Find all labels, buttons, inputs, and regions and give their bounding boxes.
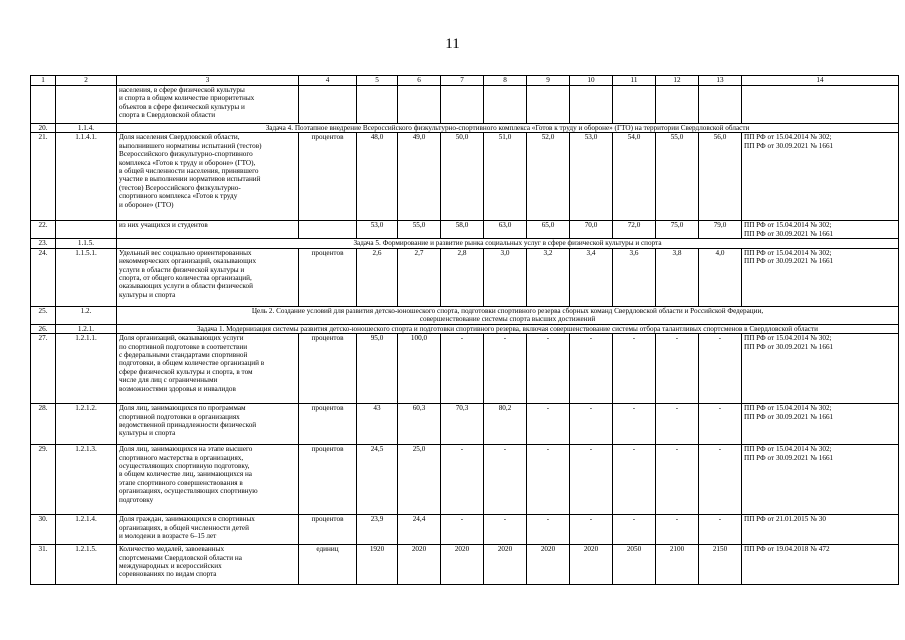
indicator-name-line: осуществляющих спортивную подготовку, <box>119 462 250 471</box>
indicator-name-line: организациях, осуществляющих спортивную <box>119 487 258 496</box>
indicator-name-cell <box>117 248 299 306</box>
column-header: 3 <box>117 76 299 86</box>
indicator-name-line: подготовки, в общем количестве организаций в <box>119 359 265 368</box>
task-heading: Задача 1. Модернизация системы развития детско-юношеского спорта и подготовки спортивного резерва, включая совершенствование системы отбора талантливых спортсменов в Свердловской области <box>117 324 899 333</box>
value-cell: - <box>613 334 656 404</box>
value-cell: 2020 <box>441 545 484 585</box>
value-cell: 60,3 <box>398 404 441 445</box>
value-cell: 72,0 <box>613 221 656 239</box>
value-cell: - <box>570 334 613 404</box>
value-cell: 25,0 <box>398 445 441 515</box>
value-cell: - <box>441 334 484 404</box>
indicator-name-line: культуры и спорта <box>119 429 176 438</box>
source-line: ПП РФ от 15.04.2014 № 302; <box>744 133 832 142</box>
value-cell: 3,2 <box>527 248 570 306</box>
column-header: 7 <box>441 76 484 86</box>
value-cell: - <box>699 334 742 404</box>
value-cell: 2,8 <box>441 248 484 306</box>
indicator-name-line: в общем количестве лиц, занимающихся на <box>119 470 252 479</box>
table-row <box>31 124 899 133</box>
value-cell: - <box>484 334 527 404</box>
value-cell: - <box>527 515 570 545</box>
source-line: ПП РФ от 15.04.2014 № 302; <box>744 445 832 454</box>
code-cell: 1.2. <box>56 306 117 324</box>
source-cell <box>742 133 899 221</box>
value-cell: 2050 <box>613 545 656 585</box>
value-cell: - <box>570 515 613 545</box>
source-line: ПП РФ от 30.09.2021 № 1661 <box>744 257 834 266</box>
table-row <box>31 306 899 324</box>
indicator-name-line: Доля лиц, занимающихся на этапе высшего <box>119 445 253 454</box>
unit-cell: процентов <box>299 445 357 515</box>
indicator-name-cell <box>117 404 299 445</box>
indicator-name-line: и молодежи в возрасте 6–15 лет <box>119 532 217 541</box>
row-number-cell: 24. <box>31 248 56 306</box>
empty-cell <box>357 86 398 124</box>
indicator-name-line: по спортивной подготовке в соответствии <box>119 342 248 351</box>
indicator-name-line: из них учащихся и студентов <box>119 221 208 230</box>
source-line: ПП РФ от 15.04.2014 № 302; <box>744 221 832 230</box>
value-cell: - <box>570 445 613 515</box>
table-row <box>31 324 899 333</box>
indicator-name-line: соревнованиях по видам спорта <box>119 570 217 579</box>
value-cell: 4,0 <box>699 248 742 306</box>
source-line: ПП РФ от 30.09.2021 № 1661 <box>744 453 834 462</box>
value-cell: 3,0 <box>484 248 527 306</box>
indicator-name-line: этапе спортивного совершенствования в <box>119 478 243 487</box>
value-cell: 70,0 <box>570 221 613 239</box>
indicator-name-line: организациях, в общей численности детей <box>119 523 249 532</box>
table-body <box>31 76 899 585</box>
indicator-name-cell <box>117 221 299 239</box>
value-cell: - <box>613 515 656 545</box>
source-cell <box>742 334 899 404</box>
column-header: 14 <box>742 76 899 86</box>
table-row <box>31 221 899 239</box>
column-header: 12 <box>656 76 699 86</box>
indicator-name-line: объектов в сфере физической культуры и <box>119 102 245 111</box>
value-cell: 24,5 <box>357 445 398 515</box>
value-cell: - <box>484 445 527 515</box>
value-cell: 1920 <box>357 545 398 585</box>
empty-cell <box>299 86 357 124</box>
indicator-name-cell <box>117 133 299 221</box>
value-cell: 58,0 <box>441 221 484 239</box>
code-cell: 1.1.5.1. <box>56 248 117 306</box>
unit-cell: процентов <box>299 248 357 306</box>
source-line: ПП РФ от 15.04.2014 № 302; <box>744 404 832 413</box>
indicator-name-line: Доля организаций, оказывающих услуги <box>119 334 244 343</box>
table-row <box>31 248 899 306</box>
indicator-name-line: подготовку <box>119 495 154 504</box>
code-cell: 1.2.1. <box>56 324 117 333</box>
code-cell: 1.2.1.4. <box>56 515 117 545</box>
code-cell: 1.2.1.1. <box>56 334 117 404</box>
value-cell: - <box>527 445 570 515</box>
goal-heading <box>117 306 899 324</box>
indicator-name-cell <box>117 445 299 515</box>
source-line: ПП РФ от 30.09.2021 № 1661 <box>744 342 834 351</box>
value-cell: - <box>441 515 484 545</box>
row-number-cell: 28. <box>31 404 56 445</box>
value-cell: 3,4 <box>570 248 613 306</box>
source-line: ПП РФ от 30.09.2021 № 1661 <box>744 141 834 150</box>
indicator-name-line: в общей численности населения, принявшего <box>119 167 259 176</box>
column-header: 9 <box>527 76 570 86</box>
row-number-cell: 26. <box>31 324 56 333</box>
code-cell: 1.2.1.5. <box>56 545 117 585</box>
row-number-cell: 29. <box>31 445 56 515</box>
indicator-name-line: с федеральными стандартами спортивной <box>119 351 248 360</box>
value-cell: 52,0 <box>527 133 570 221</box>
source-line: ПП РФ от 15.04.2014 № 302; <box>744 248 832 257</box>
indicator-name-line: Удельный вес социально ориентированных <box>119 248 252 257</box>
indicator-name-line: и обороне» (ГТО) <box>119 200 174 209</box>
row-number-cell: 21. <box>31 133 56 221</box>
value-cell: 63,0 <box>484 221 527 239</box>
value-cell: 75,0 <box>656 221 699 239</box>
column-header: 1 <box>31 76 56 86</box>
code-cell: 1.2.1.2. <box>56 404 117 445</box>
value-cell: - <box>656 334 699 404</box>
header-row <box>31 76 899 86</box>
row-number-cell: 20. <box>31 124 56 133</box>
source-line: ПП РФ от 30.09.2021 № 1661 <box>744 229 834 238</box>
indicator-name-line: спортивной подготовки в организациях <box>119 412 240 421</box>
indicator-name-line: оказывающих услуги в области физической <box>119 282 253 291</box>
value-cell: - <box>613 445 656 515</box>
empty-cell <box>742 86 899 124</box>
value-cell: - <box>484 515 527 545</box>
value-cell: 53,0 <box>570 133 613 221</box>
table-row <box>31 545 899 585</box>
indicator-name-line: (тестов) Всероссийского физкультурно- <box>119 183 241 192</box>
code-cell <box>56 221 117 239</box>
column-header: 13 <box>699 76 742 86</box>
value-cell: 50,0 <box>441 133 484 221</box>
source-line: ПП РФ от 21.01.2015 № 30 <box>744 515 826 524</box>
source-cell <box>742 404 899 445</box>
table-row <box>31 133 899 221</box>
indicators-table <box>30 75 899 585</box>
indicator-name-cell <box>117 86 299 124</box>
indicator-name-line: комплекса «Готов к труду и обороне» (ГТО), <box>119 158 256 167</box>
column-header: 6 <box>398 76 441 86</box>
indicator-name-line: Доля лиц, занимающихся по программам <box>119 404 246 413</box>
indicator-name-line: услуги в области физической культуры и <box>119 265 245 274</box>
value-cell: 43 <box>357 404 398 445</box>
table-row <box>31 445 899 515</box>
value-cell: - <box>527 334 570 404</box>
page-number: 11 <box>445 36 460 52</box>
empty-cell <box>441 86 484 124</box>
value-cell: 48,0 <box>357 133 398 221</box>
value-cell: - <box>699 404 742 445</box>
value-cell: 53,0 <box>357 221 398 239</box>
value-cell: 2020 <box>527 545 570 585</box>
table-row <box>31 239 899 248</box>
column-header: 4 <box>299 76 357 86</box>
row-number-cell: 22. <box>31 221 56 239</box>
unit-cell: процентов <box>299 133 357 221</box>
empty-cell <box>484 86 527 124</box>
empty-cell <box>570 86 613 124</box>
code-cell: 1.1.4. <box>56 124 117 133</box>
value-cell: 2,7 <box>398 248 441 306</box>
unit-cell: процентов <box>299 404 357 445</box>
source-cell <box>742 248 899 306</box>
value-cell: - <box>699 445 742 515</box>
value-cell: 55,0 <box>656 133 699 221</box>
table-row <box>31 404 899 445</box>
indicator-name-line: спортивного комплекса «Готов к труду <box>119 192 238 201</box>
indicator-name-line: некоммерческих организаций, оказывающих <box>119 257 257 266</box>
value-cell: 24,4 <box>398 515 441 545</box>
value-cell: - <box>656 445 699 515</box>
value-cell: 2020 <box>398 545 441 585</box>
value-cell: - <box>441 445 484 515</box>
value-cell: 51,0 <box>484 133 527 221</box>
indicator-name-line: Количество медалей, завоеванных <box>119 545 225 554</box>
value-cell: - <box>699 515 742 545</box>
value-cell: - <box>527 404 570 445</box>
indicator-name-line: населения, в сфере физической культуры <box>119 86 245 94</box>
value-cell: 70,3 <box>441 404 484 445</box>
column-header: 8 <box>484 76 527 86</box>
indicator-name-line: международных и всероссийских <box>119 562 222 571</box>
column-header: 5 <box>357 76 398 86</box>
value-cell: 100,0 <box>398 334 441 404</box>
value-cell: 2,6 <box>357 248 398 306</box>
value-cell: 3,8 <box>656 248 699 306</box>
row-number-cell: 30. <box>31 515 56 545</box>
value-cell: 2020 <box>484 545 527 585</box>
value-cell: 2150 <box>699 545 742 585</box>
indicator-name-line: спорта, от общего количества организаций, <box>119 274 252 283</box>
row-number-cell: 31. <box>31 545 56 585</box>
indicator-name-line: спорта в Свердловской области <box>119 111 216 120</box>
continuation-row <box>31 86 899 124</box>
indicator-name-cell <box>117 545 299 585</box>
value-cell: 3,6 <box>613 248 656 306</box>
value-cell: 23,9 <box>357 515 398 545</box>
indicator-name-cell <box>117 334 299 404</box>
source-cell <box>742 221 899 239</box>
table-row <box>31 334 899 404</box>
row-number-cell: 23. <box>31 239 56 248</box>
unit-cell: процентов <box>299 515 357 545</box>
source-cell <box>742 545 899 585</box>
value-cell: 56,0 <box>699 133 742 221</box>
row-number-cell: 27. <box>31 334 56 404</box>
column-header: 11 <box>613 76 656 86</box>
value-cell: - <box>570 404 613 445</box>
column-header: 10 <box>570 76 613 86</box>
source-cell <box>742 515 899 545</box>
goal-heading-line: совершенствование системы спорта высших достижений <box>419 315 596 324</box>
indicator-name-line: спортивного мастерства в организациях, <box>119 453 244 462</box>
indicator-name-line: выполнившего нормативы испытаний (тестов) <box>119 141 262 150</box>
indicator-name-line: числе для лиц с ограниченными <box>119 376 218 385</box>
value-cell: 49,0 <box>398 133 441 221</box>
indicator-name-line: ведомственной принадлежности физической <box>119 421 257 430</box>
code-cell <box>56 86 117 124</box>
value-cell: 79,0 <box>699 221 742 239</box>
indicator-name-line: участие в выполнении нормативов испытаний <box>119 175 261 184</box>
indicator-name-line: спортсменами Свердловской области на <box>119 553 242 562</box>
column-header: 2 <box>56 76 117 86</box>
task-heading: Задача 4. Поэтапное внедрение Всероссийского физкультурно-спортивного комплекса «Готов к труду и обороне» (ГТО) на территории Свердловской области <box>117 124 899 133</box>
code-cell: 1.1.4.1. <box>56 133 117 221</box>
value-cell: 80,2 <box>484 404 527 445</box>
value-cell: 65,0 <box>527 221 570 239</box>
row-number-cell <box>31 86 56 124</box>
row-number-cell: 25. <box>31 306 56 324</box>
value-cell: 55,0 <box>398 221 441 239</box>
empty-cell <box>699 86 742 124</box>
indicator-name-cell <box>117 515 299 545</box>
unit-cell <box>299 221 357 239</box>
indicator-name-line: Всероссийского физкультурно-спортивного <box>119 150 253 159</box>
code-cell: 1.1.5. <box>56 239 117 248</box>
indicator-name-line: культуры и спорта <box>119 290 176 299</box>
source-cell <box>742 445 899 515</box>
source-line: ПП РФ от 19.04.2018 № 472 <box>744 545 830 554</box>
table-row <box>31 515 899 545</box>
value-cell: 2020 <box>570 545 613 585</box>
indicator-name-line: сфере физической культуры и спорта, в том <box>119 367 253 376</box>
indicator-name-line: Доля населения Свердловской области, <box>119 133 240 142</box>
value-cell: - <box>613 404 656 445</box>
value-cell: 54,0 <box>613 133 656 221</box>
value-cell: - <box>656 404 699 445</box>
value-cell: - <box>656 515 699 545</box>
indicator-name-line: возможностями здоровья и инвалидов <box>119 384 236 393</box>
indicator-name-line: Доля граждан, занимающихся в спортивных <box>119 515 255 524</box>
unit-cell: процентов <box>299 334 357 404</box>
empty-cell <box>398 86 441 124</box>
value-cell: 2100 <box>656 545 699 585</box>
empty-cell <box>527 86 570 124</box>
task-heading: Задача 5. Формирование и развитие рынка социальных услуг в сфере физической культуры и спорта <box>117 239 899 248</box>
value-cell: 95,0 <box>357 334 398 404</box>
empty-cell <box>656 86 699 124</box>
empty-cell <box>613 86 656 124</box>
source-line: ПП РФ от 30.09.2021 № 1661 <box>744 412 834 421</box>
goal-heading-line: Цель 2. Создание условий для развития детско-юношеского спорта, подготовки спортивного резерва сборных команд Свердловской области и Российской Федерации, <box>251 306 764 315</box>
source-line: ПП РФ от 15.04.2014 № 302; <box>744 334 832 343</box>
unit-cell: единиц <box>299 545 357 585</box>
code-cell: 1.2.1.3. <box>56 445 117 515</box>
indicator-name-line: и спорта в общем количестве приоритетных <box>119 94 255 103</box>
